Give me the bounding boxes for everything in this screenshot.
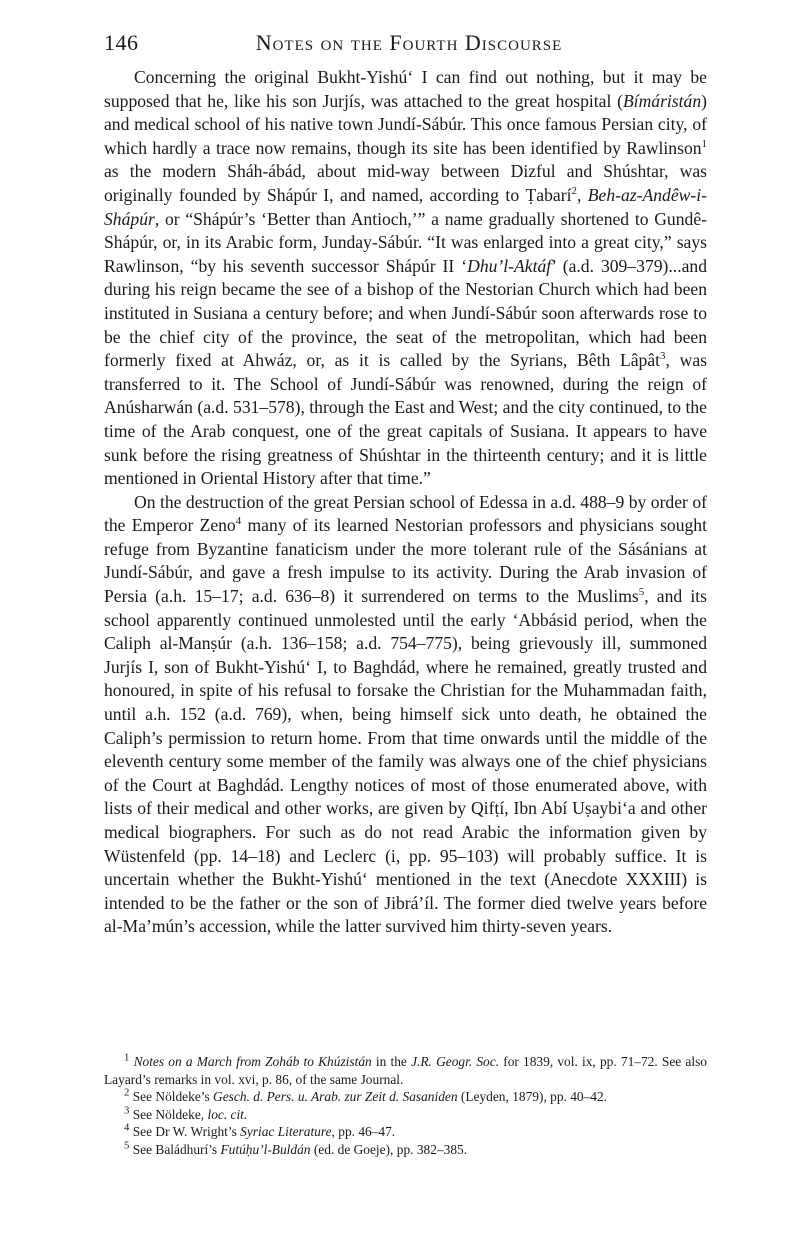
text-run: many of its learned Nestorian professors and physicians sought refuge from Byzantine fanaticism under the more tolerant rule of the Sásánians at Jundí-Sábúr, and gave a fresh impulse to its activity. During the Arab invasion of Persia (a.h. 15–17; a.d. 636–8) it surrendered on terms to the Muslims [104, 515, 707, 607]
body-text [104, 66, 707, 939]
footnote-ref-2[interactable]: 2 [571, 185, 577, 198]
paragraph-1 [104, 66, 707, 491]
text-run: ) and medical school of his native town Jundí-Sábúr. This once famous Persian city, of which hardly a trace now remains, though its site has been identified by Rawlinson [104, 90, 707, 158]
text-run: , and its school apparently continued unmolested until the early ‘Abbásid period, when the Caliph al-Manṣúr (a.h. 136–158; a.d. 754–775), being grievously ill, summoned Jurjís I, son of Bukht-Yishú‘ I, to Baghdád, where he remained, greatly trusted and honoured, in spite of his refusal to forsake the Christian for the Muhammadan faith, until a.h. 152 (a.d. 769), when, being himself sick unto death, he obtained the Caliph’s permission to return home. From that time onwards until the middle of the eleventh century some member of the family was always one of the chief physicians of the Court at Baghdád. Lengthy notices of most of those enumerated above, with lists of their medical and other works, are given by Qifṭí, Ibn Abí Uṣaybi‘a and other medical biographers. For such as do not read Arabic the information given by Wüstenfeld (pp. 14–18) and Leclerc (i, pp. 95–103) will probably suffice. It is uncertain whether the Bukht-Yishú‘ mentioned in the text (Anecdote XXXIII) is intended to be the father or the son of Jibrá’íl. The former died twelve years before al-Ma’mún’s accession, while the latter survived him thirty-seven years. [104, 586, 707, 937]
text-run: , was transferred to it. The School of Jundí-Sábúr was renowned, during the reign of Anúsharwán (a.d. 531–578), through the East and West; and the city continued, to the time of the Arab conquest, one of the great capitals of Susiana. It appears to have sunk before the rising greatness of Shúshtar in the thirteenth century; and it is little mentioned in Oriental History after that time.” [104, 350, 707, 489]
footnote-5 [104, 1141, 707, 1159]
footnote-number: 4 [124, 1121, 130, 1134]
footnotes [104, 1053, 707, 1159]
footnote-3 [104, 1106, 707, 1124]
footnote-number: 5 [124, 1139, 130, 1152]
text-run: (ed. de Goeje), pp. 382–385. [310, 1141, 468, 1157]
footnote-ref-3[interactable]: 3 [660, 350, 666, 363]
running-title: Notes on the Fourth Discourse [255, 30, 563, 55]
text-run: See Nöldeke, [132, 1106, 208, 1122]
text-run: (Leyden, 1879), pp. 40–42. [457, 1089, 608, 1105]
italic-title: J.R. Geogr. Soc. [411, 1054, 500, 1069]
page-number: 146 [104, 30, 139, 55]
italic-term: Dhu’l-Aktáf [467, 255, 552, 276]
text-run: , or “Shápúr’s ‘Better than Antioch,’” a name gradually shortened to Gundê-Shápúr, or, in its Arabic form, Junday-Sábúr. “It was enlarged into a great city,” says Rawlinson, “by his seventh successor Shápúr II ‘ [104, 208, 707, 276]
text-run: in the [371, 1054, 412, 1069]
paragraph-2 [104, 491, 707, 939]
italic-term: Beh-az-Andêw-i-Shápúr [104, 184, 708, 229]
page-header [104, 30, 714, 60]
footnote-number: 2 [124, 1086, 130, 1099]
footnote-number: 1 [124, 1051, 130, 1064]
text-run: , [576, 184, 588, 205]
text-run: See Nöldeke’s [132, 1089, 214, 1105]
footnote-ref-1[interactable]: 1 [701, 137, 707, 150]
italic-title: Syriac Literature [240, 1124, 332, 1140]
text-run: for 1839, vol. ix, pp. 71–72. See also Layard’s remarks in vol. xvi, p. 86, of the same Journal. [104, 1054, 708, 1087]
italic-title: loc. cit. [207, 1106, 248, 1122]
text-run: See Baládhurí’s [132, 1141, 221, 1157]
text-run: See Dr W. Wright’s [132, 1124, 241, 1140]
text-run: ’ (a.d. 309–379)...and during his reign became the see of a bishop of the Nestorian Church which had been instituted in Susiana a century before; and when Jundí-Sábúr soon afterwards rose to be the chief city of the province, the seat of the metropolitan, which had been formerly fixed at Ahwáz, or, as it is called by the Syrians, Bêth Lâpât [104, 255, 708, 371]
italic-title: Notes on a March from Zoháb to Khúzistán [133, 1054, 372, 1069]
footnote-ref-5[interactable]: 5 [638, 586, 645, 599]
text-run: , pp. 46–47. [331, 1124, 396, 1140]
italic-title: Gesch. d. Pers. u. Arab. zur Zeit d. Sasaniden [213, 1089, 458, 1105]
footnote-2 [104, 1088, 707, 1106]
text-run: Concerning the original Bukht-Yishú‘ I can find out nothing, but it may be supposed that he, like his son Jurjís, was attached to the great hospital ( [104, 67, 707, 111]
footnote-ref-4[interactable]: 4 [235, 515, 242, 528]
italic-title: Futúḥu’l-Buldán [220, 1141, 311, 1157]
italic-term: Bímáristán [622, 90, 702, 111]
footnote-number: 3 [124, 1104, 130, 1117]
footnote-1 [104, 1053, 707, 1088]
text-run: as the modern Sháh-ábád, about mid-way between Dizful and Shúshtar, was originally founded by Shápúr I, and named, according to Ṭabarí [104, 161, 707, 205]
text-run: On the destruction of the great Persian school of Edessa in a.d. 488–9 by order of the Emperor Zeno [104, 491, 707, 536]
footnote-4 [104, 1123, 707, 1141]
